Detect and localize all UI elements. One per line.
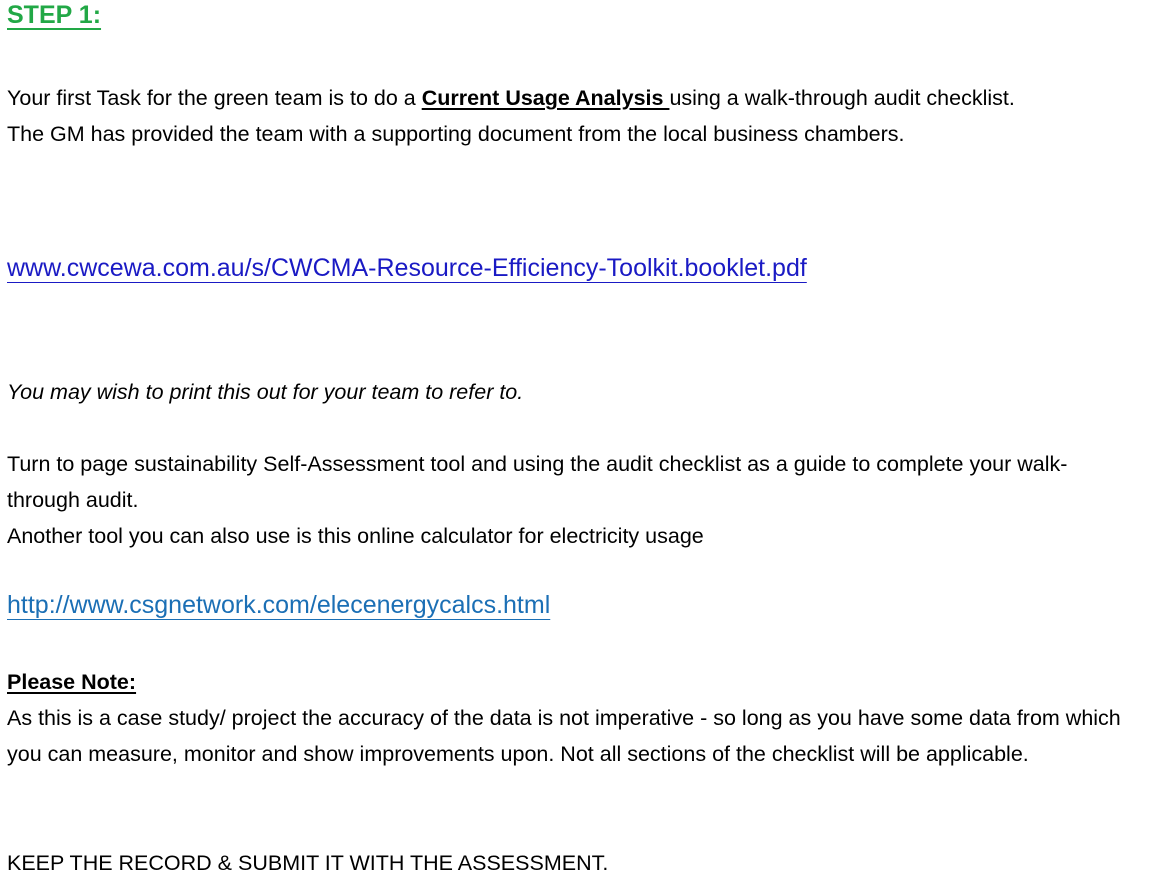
calculator-intro: Another tool you can also use is this online calculator for electricity usage bbox=[7, 524, 704, 548]
instructions-paragraph: Turn to page sustainability Self-Assessment tool and using the audit checklist as a guide to complete your walk-through audit. bbox=[7, 452, 1068, 512]
toolkit-link[interactable]: www.cwcewa.com.au/s/CWCMA-Resource-Efficiency-Toolkit.booklet.pdf bbox=[7, 254, 807, 282]
calculator-link[interactable]: http://www.csgnetwork.com/elecenergycalcs.html bbox=[7, 591, 551, 619]
closing-instruction: KEEP THE RECORD & SUBMIT IT WITH THE ASSESSMENT. bbox=[7, 851, 609, 875]
note-body: As this is a case study/ project the accuracy of the data is not imperative - so long as you have some data from which you can measure, monitor and show improvements upon. Not all sections of the checklist will be applicable. bbox=[7, 706, 1121, 766]
intro-line-1 bbox=[7, 80, 1015, 116]
intro-line-2: The GM has provided the team with a supporting document from the local business chambers. bbox=[7, 122, 905, 146]
please-note-label: Please Note: bbox=[7, 670, 137, 694]
step-heading: STEP 1: bbox=[7, 1, 102, 29]
current-usage-analysis-emphasis: Current Usage Analysis bbox=[421, 86, 670, 110]
intro-suffix: using a walk-through audit checklist. bbox=[669, 86, 1015, 110]
intro-prefix: Your first Task for the green team is to do a bbox=[7, 86, 422, 110]
print-note: You may wish to print this out for your team to refer to. bbox=[7, 380, 524, 404]
